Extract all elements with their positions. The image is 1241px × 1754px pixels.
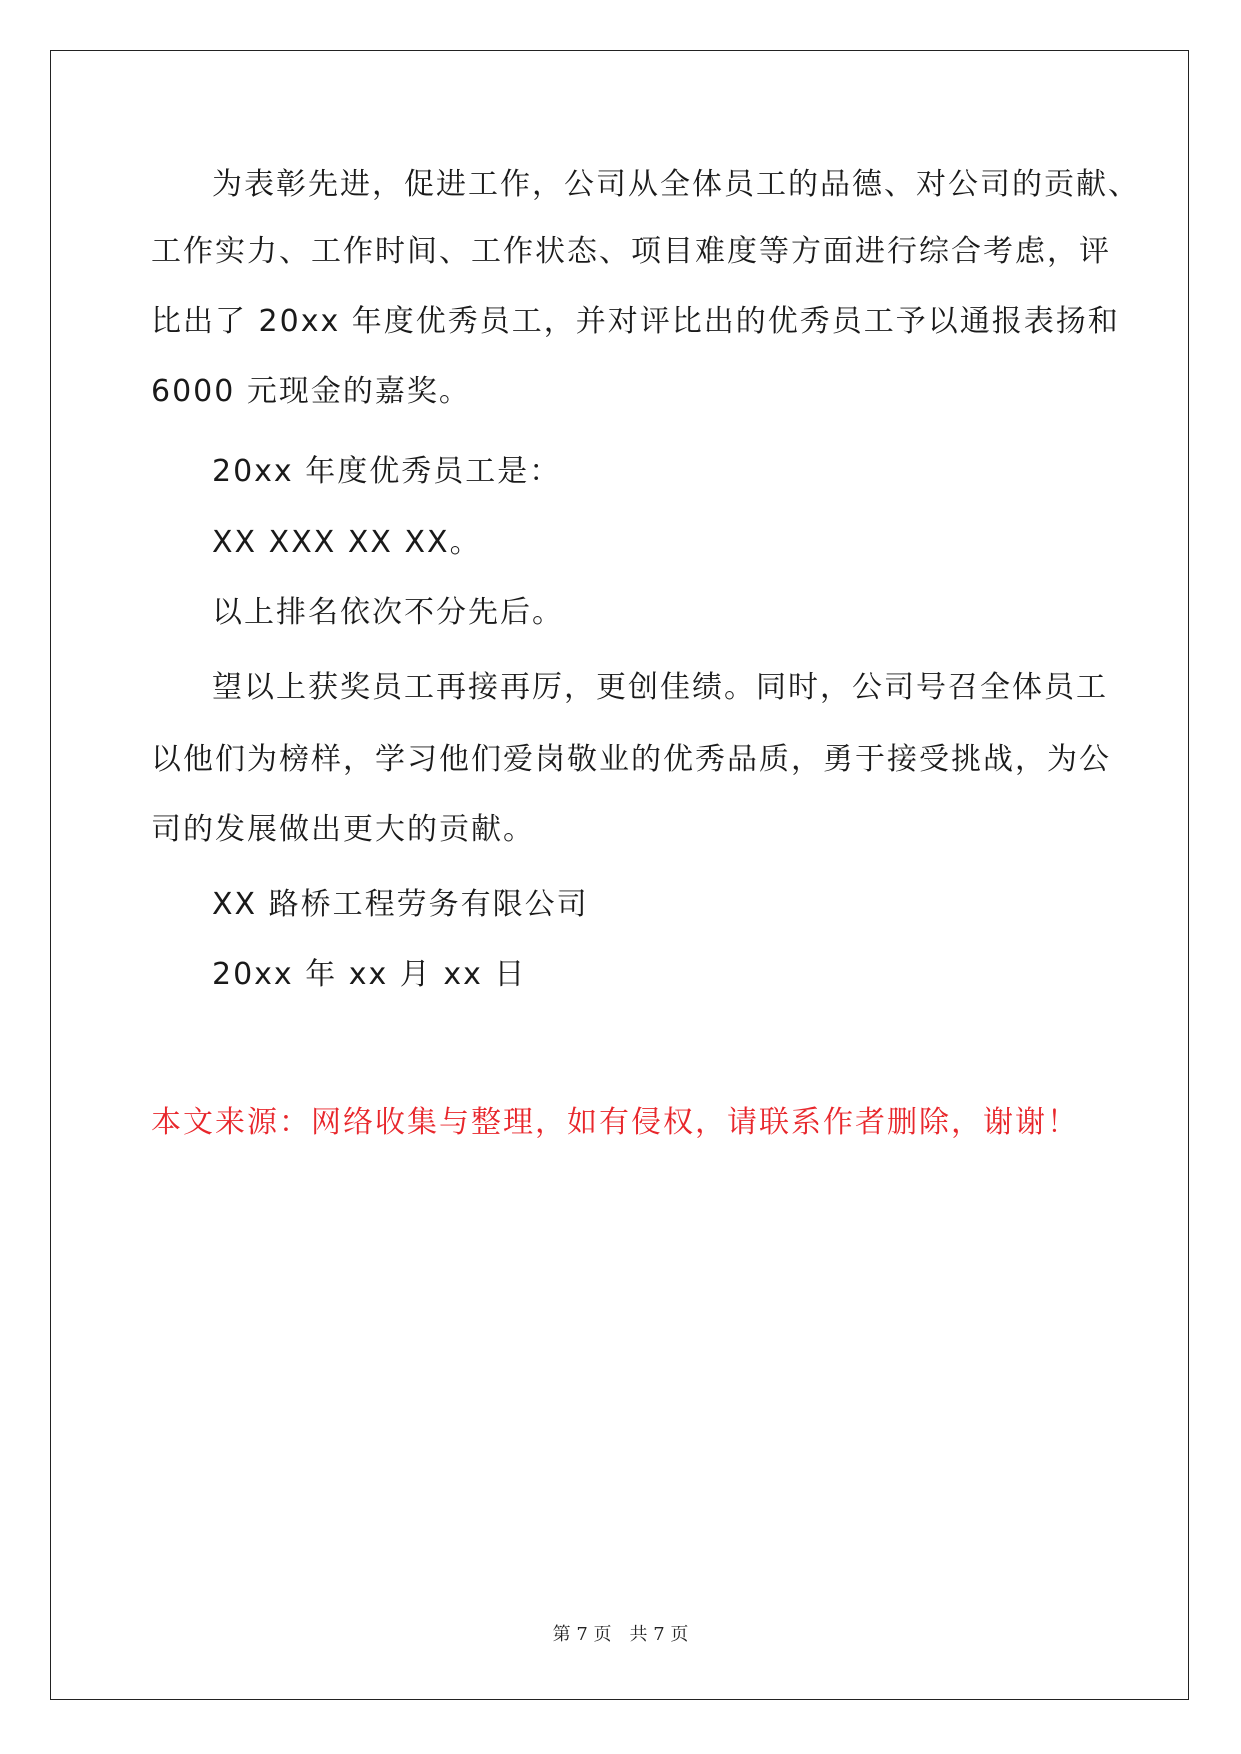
source-notice: 本文来源：网络收集与整理，如有侵权，请联系作者删除，谢谢！	[151, 1105, 1079, 1140]
paragraph-4: 以上排名依次不分先后。	[212, 595, 564, 630]
paragraph-3: XX XXX XX XX。	[212, 525, 482, 560]
page-border	[50, 50, 1189, 1700]
signature-company: XX 路桥工程劳务有限公司	[212, 887, 589, 922]
page-footer	[0, 1620, 1241, 1646]
signature-date: 20xx 年 xx 月 xx 日	[212, 957, 527, 992]
paragraph-1-line-2: 工作实力、工作时间、工作状态、项目难度等方面进行综合考虑，评	[151, 234, 1111, 269]
paragraph-1-line-1: 为表彰先进，促进工作，公司从全体员工的品德、对公司的贡献、	[212, 167, 1140, 202]
paragraph-2: 20xx 年度优秀员工是：	[212, 454, 562, 489]
paragraph-1-line-4: 6000 元现金的嘉奖。	[151, 374, 471, 409]
paragraph-1-line-3: 比出了 20xx 年度优秀员工，并对评比出的优秀员工予以通报表扬和	[151, 304, 1120, 339]
total-pages-label: 共 7 页	[629, 1624, 689, 1645]
paragraph-5-line-1: 望以上获奖员工再接再厉，更创佳绩。同时，公司号召全体员工	[212, 670, 1108, 705]
paragraph-5-line-3: 司的发展做出更大的贡献。	[151, 812, 535, 847]
current-page-label: 第 7 页	[552, 1624, 612, 1645]
paragraph-5-line-2: 以他们为榜样，学习他们爱岗敬业的优秀品质，勇于接受挑战，为公	[151, 742, 1111, 777]
